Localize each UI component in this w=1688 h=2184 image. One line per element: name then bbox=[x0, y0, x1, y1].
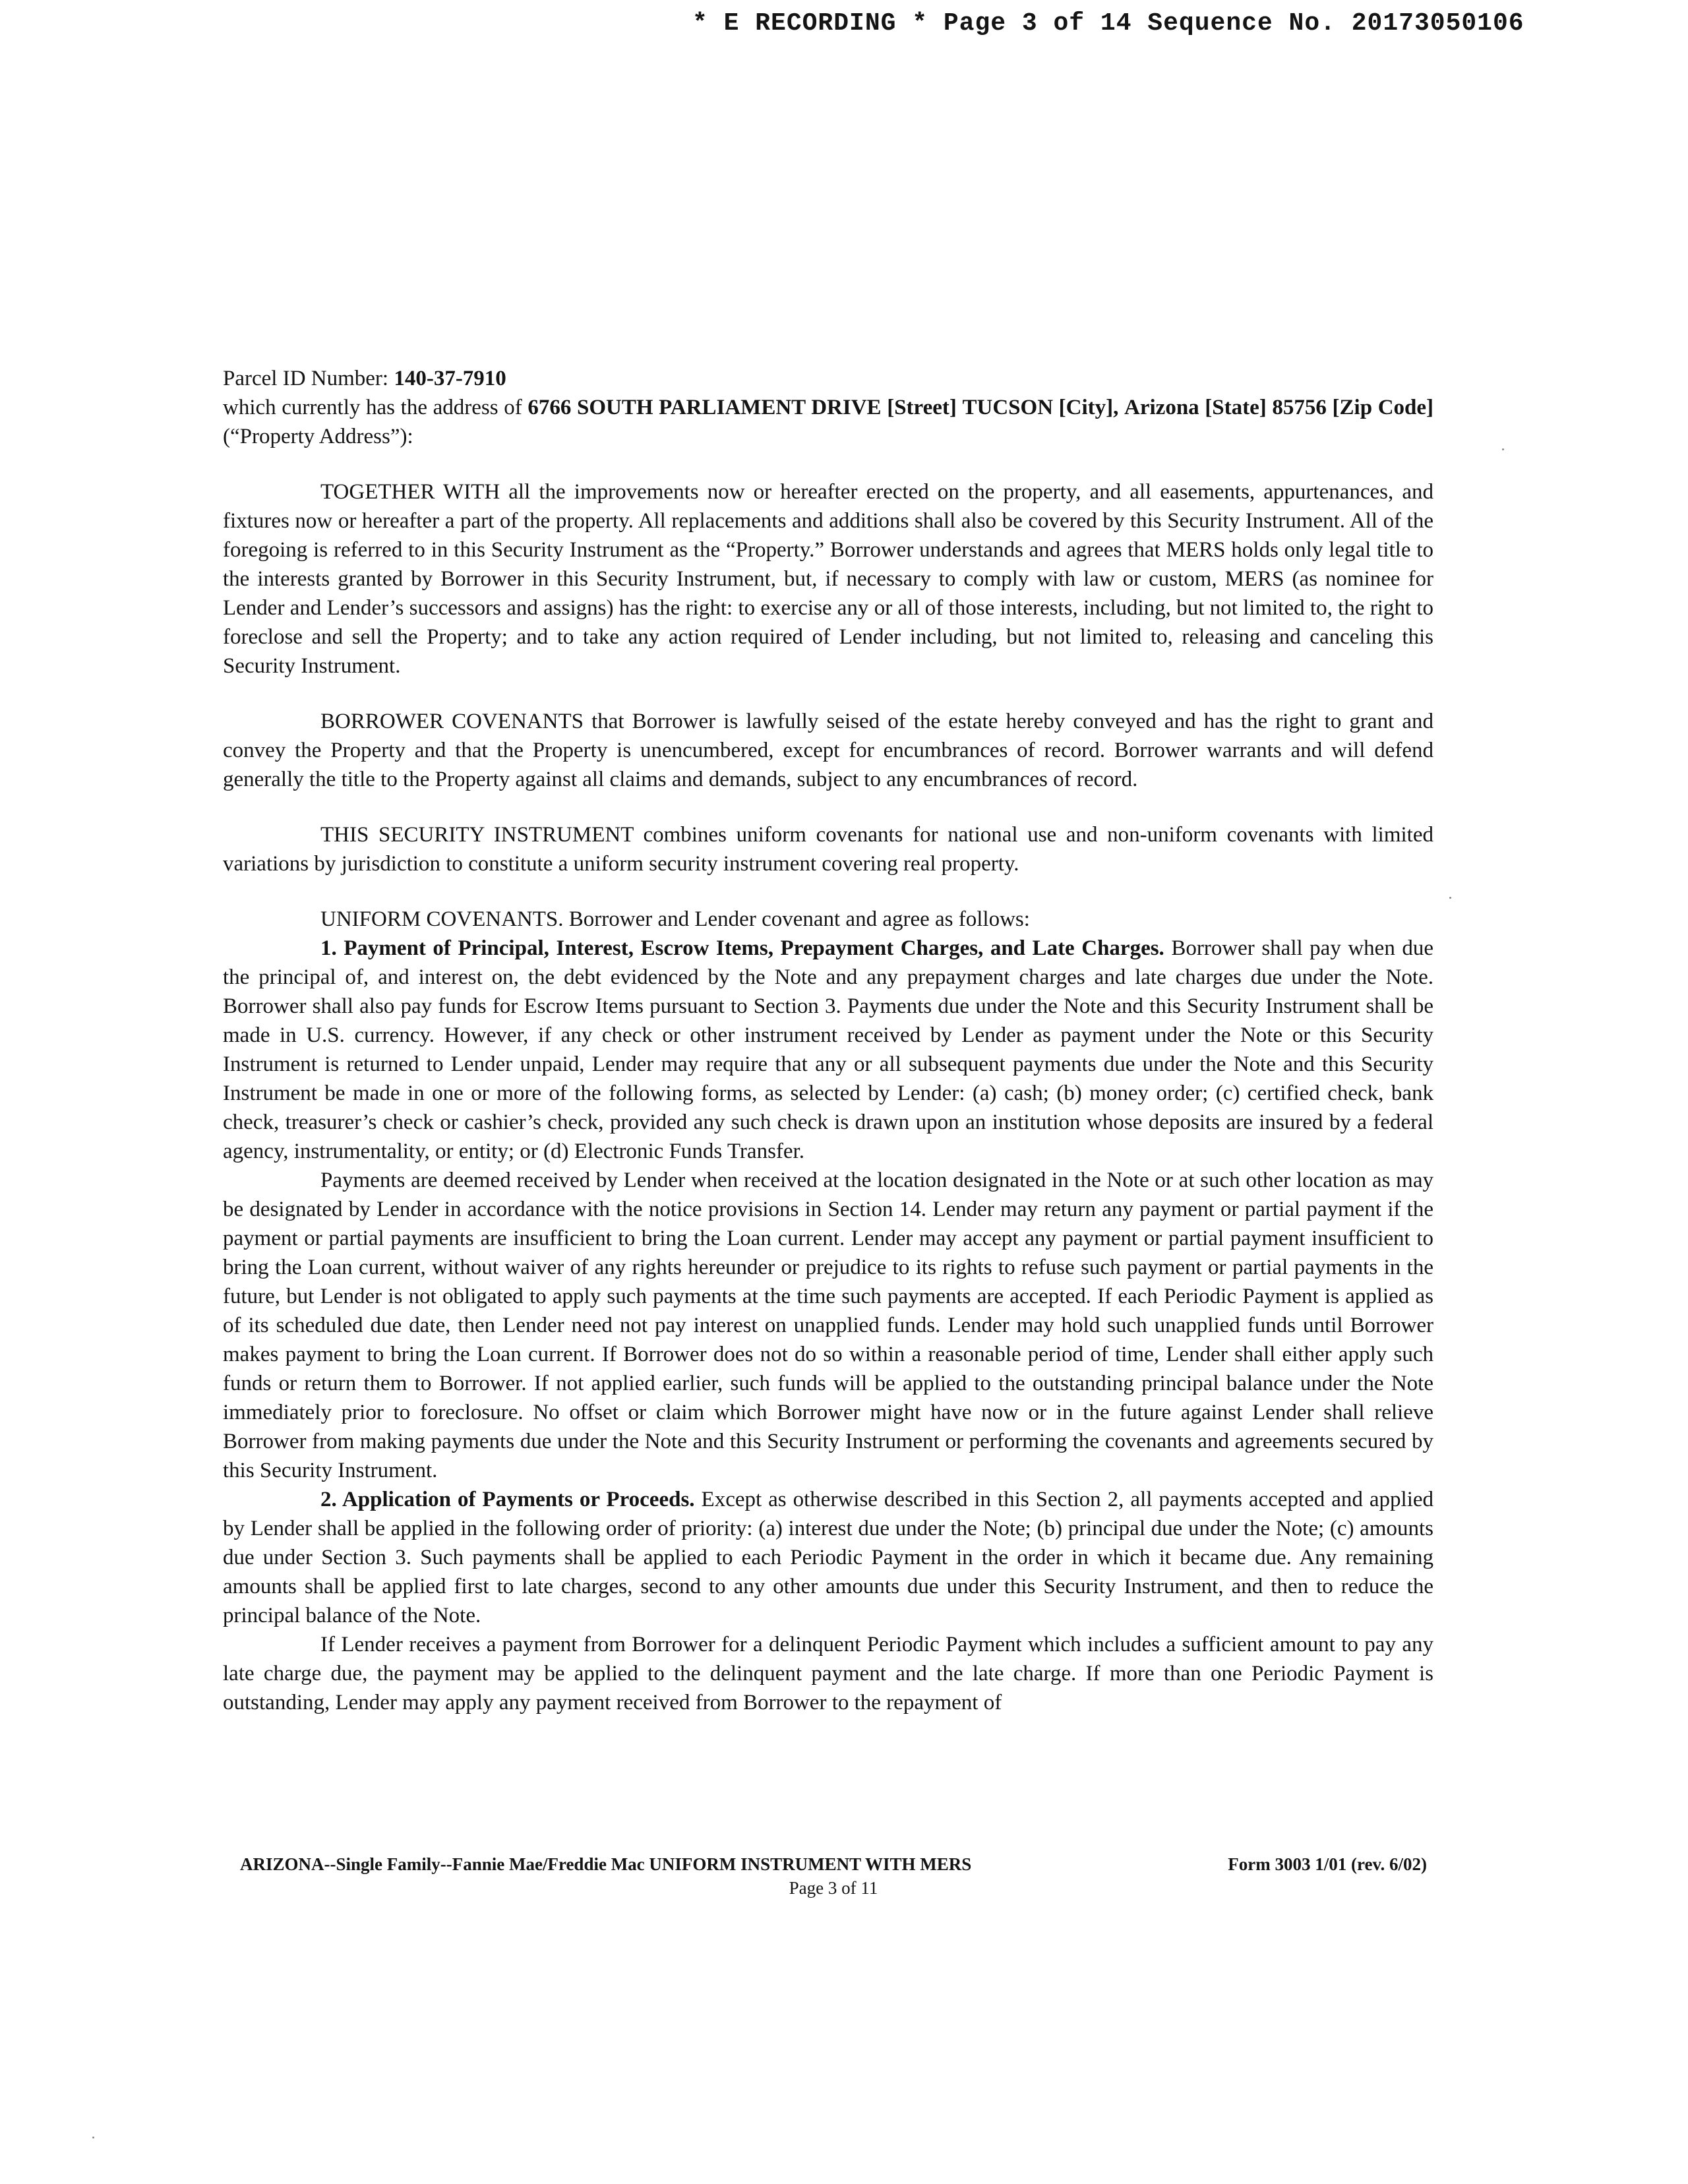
section-1-heading: 1. Payment of Principal, Interest, Escrow Items, Prepayment Charges, and Late Charges. bbox=[320, 936, 1164, 960]
payments-deemed-paragraph: Payments are deemed received by Lender when received at the location designated in the Note or at such other location as may be designated by Lender in accordance with the notice provisions in Section 14. Lender may return any payment or partial payment if the payment or partial payments are insufficient to bring the Loan current. Lender may accept any payment or partial payment insufficient to bring the Loan current, without waiver of any rights hereunder or prejudice to its rights to refuse such payment or partial payments in the future, but Lender is not obligated to apply such payments at the time such payments are accepted. If each Periodic Payment is applied as of its scheduled due date, then Lender need not pay interest on unapplied funds. Lender may hold such unapplied funds until Borrower makes payment to bring the Loan current. If Borrower does not do so within a reasonable period of time, Lender shall either apply such funds or return them to Borrower. If not applied earlier, such funds will be applied to the outstanding principal balance under the Note immediately prior to foreclosure. No offset or claim which Borrower might have now or in the future against Lender shall relieve Borrower from making payments due under the Note and this Security Instrument or performing the covenants and agreements secured by this Security Instrument. bbox=[223, 1168, 1433, 1482]
address-street: 6766 SOUTH PARLIAMENT DRIVE [Street] bbox=[528, 396, 957, 419]
if-lender-receives-paragraph: If Lender receives a payment from Borrower for a delinquent Periodic Payment which includes a sufficient amount to pay any late charge due, the payment may be applied to the delinquent payment and the late charge. If more than one Periodic Payment is outstanding, Lender may apply any payment received from Borrower to the repayment of bbox=[223, 1633, 1433, 1714]
footer-form-number: Form 3003 1/01 (rev. 6/02) bbox=[1228, 1854, 1427, 1874]
section-1-paragraph bbox=[223, 934, 1433, 1166]
footer-form-title: ARIZONA--Single Family--Fannie Mae/Freddie Mac UNIFORM INSTRUMENT WITH MERS bbox=[240, 1854, 972, 1874]
scan-speck bbox=[1449, 897, 1451, 899]
footer-row bbox=[240, 1853, 1427, 1875]
scan-speck bbox=[1502, 448, 1504, 450]
parcel-label: Parcel ID Number: bbox=[223, 367, 389, 390]
form-footer bbox=[240, 1853, 1427, 1899]
address-city: TUCSON [City], bbox=[962, 396, 1119, 419]
document-body bbox=[223, 364, 1433, 1717]
address-prefix: which currently has the address of bbox=[223, 396, 522, 419]
address-suffix: (“Property Address”): bbox=[223, 425, 413, 448]
parcel-number: 140-37-7910 bbox=[394, 367, 506, 390]
together-with-paragraph: TOGETHER WITH all the improvements now or hereafter erected on the property, and all easements, appurtenances, and fixtures now or hereafter a part of the property. All replacements and additions shall also be covered by this Security Instrument. All of the foregoing is referred to in this Security Instrument as the “Property.” Borrower understands and agrees that MERS holds only legal title to the interests granted by Borrower in this Security Instrument, but, if necessary to comply with law or custom, MERS (as nominee for Lender and Lender’s successors and assigns) has the right: to exercise any or all of those interests, including, but not limited to, the right to foreclose and sell the Property; and to take any action required of Lender including, but not limited to, releasing and canceling this Security Instrument. bbox=[223, 480, 1433, 678]
section-2-heading: 2. Application of Payments or Proceeds. bbox=[320, 1488, 695, 1511]
footer-page-number: Page 3 of 11 bbox=[789, 1878, 878, 1898]
borrower-covenants-paragraph: BORROWER COVENANTS that Borrower is lawfully seised of the estate hereby conveyed and has the right to grant and convey the Property and that the Property is unencumbered, except for encumbrances of record. Borrower warrants and will defend generally the title to the Property against all claims and demands, subject to any encumbrances of record. bbox=[223, 710, 1433, 791]
address-line bbox=[223, 393, 1433, 451]
scan-speck bbox=[92, 2137, 94, 2138]
parcel-line bbox=[223, 364, 1433, 393]
section-1-text: Borrower shall pay when due the principal of, and interest on, the debt evidenced by the Note and any prepayment charges and late charges due under the Note. Borrower shall also pay funds for Escrow Items pursuant to Section 3. Payments due under the Note and this Security Instrument shall be made in U.S. currency. However, if any check or other instrument received by Lender as payment under the Note or this Security Instrument is returned to Lender unpaid, Lender may require that any or all subsequent payments due under the Note and this Security Instrument be made in one or more of the following forms, as selected by Lender: (a) cash; (b) money order; (c) certified check, bank check, treasurer’s check or cashier’s check, provided any such check is drawn upon an institution whose deposits are insured by a federal agency, instrumentality, or entity; or (d) Electronic Funds Transfer. bbox=[223, 936, 1434, 1163]
recording-header: * E RECORDING * Page 3 of 14 Sequence No. 20173050106 bbox=[692, 9, 1524, 38]
section-2-paragraph bbox=[223, 1485, 1433, 1630]
uniform-covenants-paragraph: UNIFORM COVENANTS. Borrower and Lender covenant and agree as follows: bbox=[320, 907, 1030, 931]
security-instrument-paragraph: THIS SECURITY INSTRUMENT combines uniform covenants for national use and non-uniform covenants with limited variations by jurisdiction to constitute a uniform security instrument covering real property. bbox=[223, 823, 1433, 876]
address-zip: 85756 [Zip Code] bbox=[1272, 396, 1434, 419]
section-2-text: Except as otherwise described in this Section 2, all payments accepted and applied by Lender shall be applied in the following order of priority: (a) interest due under the Note; (b) principal due under the Note; (c) amounts due under Section 3. Such payments shall be applied to each Periodic Payment in the order in which it became due. Any remaining amounts shall be applied first to late charges, second to any other amounts due under this Security Instrument, and then to reduce the principal balance of the Note. bbox=[223, 1488, 1434, 1627]
address-state: Arizona [State] bbox=[1124, 396, 1267, 419]
